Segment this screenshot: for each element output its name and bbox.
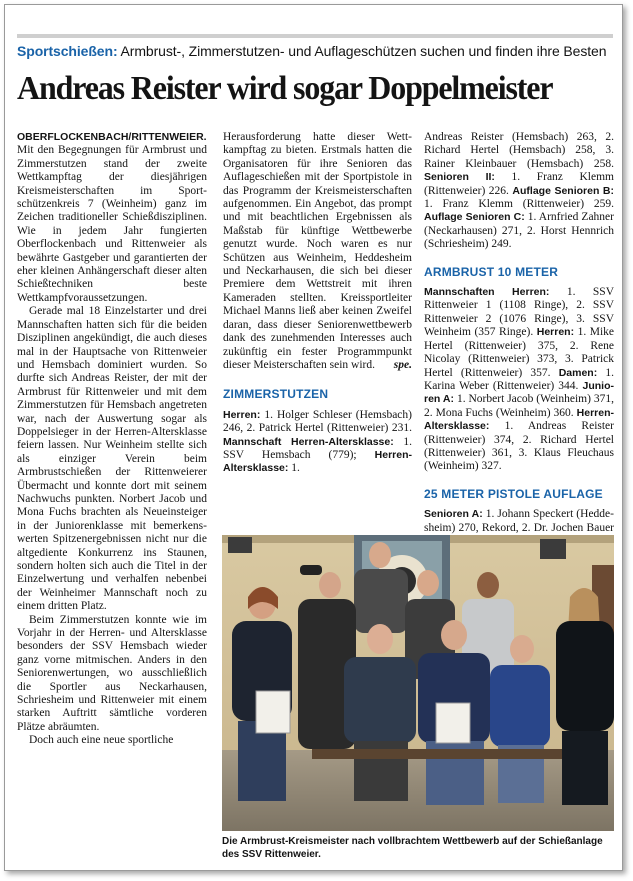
result-category: Herren-Altersklasse: xyxy=(223,448,412,475)
result-text: 1. xyxy=(288,462,300,475)
result-text: Andreas Reister (Hemsbach) 263, 2. Richard Hertel (Hemsbach) 258, 3. Rainer Kleinbauer (Hemsbach) 258. xyxy=(424,131,614,170)
result-category: Mannschaft Herren-Altersklasse: xyxy=(223,435,394,448)
result-category: Auflage Senioren B: xyxy=(512,184,614,197)
article-column-2 xyxy=(223,131,412,476)
result-text: 1. Franz Klemm (Rittenweier) 226. xyxy=(424,171,614,197)
result-text: 1. Arnfried Zahner (Neckarhausen) 271, 2. Horst Hennrich (Schriesheim) 249. xyxy=(424,211,614,251)
results-armbrust xyxy=(424,286,614,474)
dateline: OBERFLOCKENBACH/RITTENWEIER. xyxy=(17,131,207,143)
result-text: 1. Franz Klemm (Rittenweier) 259. xyxy=(424,198,614,211)
result-category: Herren-Altersklasse: xyxy=(424,406,614,433)
section-heading-armbrust: ARMBRUST 10 METER xyxy=(424,264,559,279)
result-text: 1. Norbert Jacob (Weinheim) 371, 2. Mona Fuchs (Weinheim) 360. xyxy=(424,393,614,419)
photo-caption: Die Armbrust-Kreismeister nach vollbrachtem Wettbewerb auf der Schießanlage des SSV Rittenweier. xyxy=(222,836,603,860)
result-category: Mannschaften Herren: xyxy=(424,286,550,299)
results-continued xyxy=(424,131,614,252)
result-category: Herren: xyxy=(536,326,575,339)
result-category: Auflage Senioren C: xyxy=(424,211,525,224)
result-text: 1. SSV Rittenweier 1 (1108 Ringe), 2. SSV Rittenweier 2 (1076 Ringe), 3. SSV Weinheim (357 Ringe). xyxy=(424,286,614,339)
author-initials: spe. xyxy=(393,358,412,371)
result-text: 1. Holger Schleser (Hemsbach) 246, 2. Patrick Hertel (Rittenweier) 231. xyxy=(223,408,412,435)
result-text: 1. Karina Weber (Rittenweier) 344. xyxy=(424,366,614,392)
kicker-line xyxy=(17,43,617,59)
headline: Andreas Reister wird sogar Doppelmeister xyxy=(17,70,553,107)
article-column-1 xyxy=(17,131,207,748)
top-rule xyxy=(17,34,613,38)
article-paragraph: Doch auch eine neue sportliche xyxy=(29,734,174,747)
result-category: Junioren A: xyxy=(424,379,614,406)
result-text: 1. Mike Hertel (Rittenweier) 375, 2. Rene Nicolay (Rittenweier) 373, 3. Patrick Hertel (Rittenweier) 357. xyxy=(424,326,614,379)
kicker-text: Armbrust-, Zimmerstutzen- und Auflageschützen suchen und finden ihre Besten xyxy=(117,43,607,59)
newspaper-clipping xyxy=(4,4,623,871)
kicker-label: Sportschießen: xyxy=(17,43,118,59)
results-zimmerstutzen xyxy=(223,409,412,476)
result-text: 1. SSV Hemsbach (779); xyxy=(223,435,412,461)
paragraph-text: Mit den Begegnungen für Armbrust und Zimmerstutzen stand der zweite Wettkampftag der diesjährigen Kreismeisterschaften im Sportschützenkreis 7 (Weinheim) ganz im Zeichen traditioneller Schießdisziplinen. Wie in jedem Jahr fungierten Oberflockenbach und Rittenweier als bewährte Gastgeber und garantierten der eher kleinen Anhängerschaft dieser alten Schießtechniken beste Wettkampfvoraussetzungen. xyxy=(17,144,207,304)
article-paragraph xyxy=(223,131,412,372)
paragraph-text: Herausforderung hatte dieser Wettkampftag zu bieten. Erstmals hatten die Organisatoren für ihre Senioren das Auflageschießen mit der Sportpistole in das Programm der Kreismeisterschaften aufgenommen. Ein Angebot, das prompt und mit beachtlichen Ergebnissen als Maßstab für künftige Wettbewerbe genutzt wurde. Noch waren es nur Schützen aus Weinheim, Heddesheim und Neckarhausen, die sich bei dieser Premiere dem Wettstreit mit ihren Kameraden stellten. Kreissportleiter Michael Manns ließ aber keinen Zweifel daran, dass dieser Seniorenwettbewerb dank des zunehmenden Interesses auch zukünftig ein fester Programmpunkt dieser Meisterschaften sein wird. xyxy=(223,131,412,371)
results-column-3 xyxy=(424,131,614,589)
result-text: 1. Andreas Reister (Rittenweier) 374, 2. Richard Hertel (Rittenweier) 361, 3. Klaus Fleuchaus (Weinheim) 327. xyxy=(424,420,614,473)
result-category: Senioren II: xyxy=(424,171,495,184)
result-category: Herren: xyxy=(223,408,261,421)
group-photo xyxy=(222,535,614,831)
section-heading-pistole: 25 METER PISTOLE AUFLAGE xyxy=(424,486,603,501)
section-heading-zimmerstutzen: ZIMMERSTUTZEN xyxy=(223,387,329,402)
article-paragraph: Beim Zimmerstutzen konnte wie im Vorjahr in der Herren- und Altersklasse besonders der SSV Hemsbach wieder ganz vorne mitmischen. Anders in den Seniorenwertungen, wo ausschließlich die Sportler aus Neckarhausen, Schriesheim und Rittenweier mit einem starken Auftritt sämtliche vorderen Plätze abräumten. xyxy=(17,613,207,733)
article-paragraph: Gerade mal 18 Einzelstarter und drei Mannschaften hatten sich für die beiden Disziplinen angekündigt, die auch dieses mal in der Hauptsache von Rittenweier und Hemsbach dominiert wurden. So durfte sich Andreas Reister, der mit der Armbrust für Rittenweier und mit dem Zimmerstutzen für Hemsbach angetreten war, nach der Auswertung sogar als Doppelsieger in der Herren-Altersklasse feiern lassen. Nur Weinheim stellte sich als einziger Verein beim Armbrustschießen der Rittenweierer Übermacht und konnte dort mit seinem Nachwuchs punkten. Norbert Jacob und Mona Fuchs brachten als Neueinsteiger in der Juniorenklasse mit bemerkenswerten Spitzenergebnissen nicht nur die altgediente Konkurrenz ins Staunen, sondern holten sich auch die Titel in der Einzelwertung und verhalfen nebenbei der Weinheimer Mannschaft noch zu einem dritten Platz. xyxy=(17,305,207,613)
result-text: 1. Johann Speckert (Heddesheim) 270, Rekord, 2. Dr. Jochen Bauer xyxy=(424,508,614,534)
result-category: Damen: xyxy=(558,366,598,379)
result-category: Senioren A: xyxy=(424,508,483,521)
group-photo-illustration xyxy=(222,535,614,831)
article-paragraph xyxy=(17,131,207,305)
